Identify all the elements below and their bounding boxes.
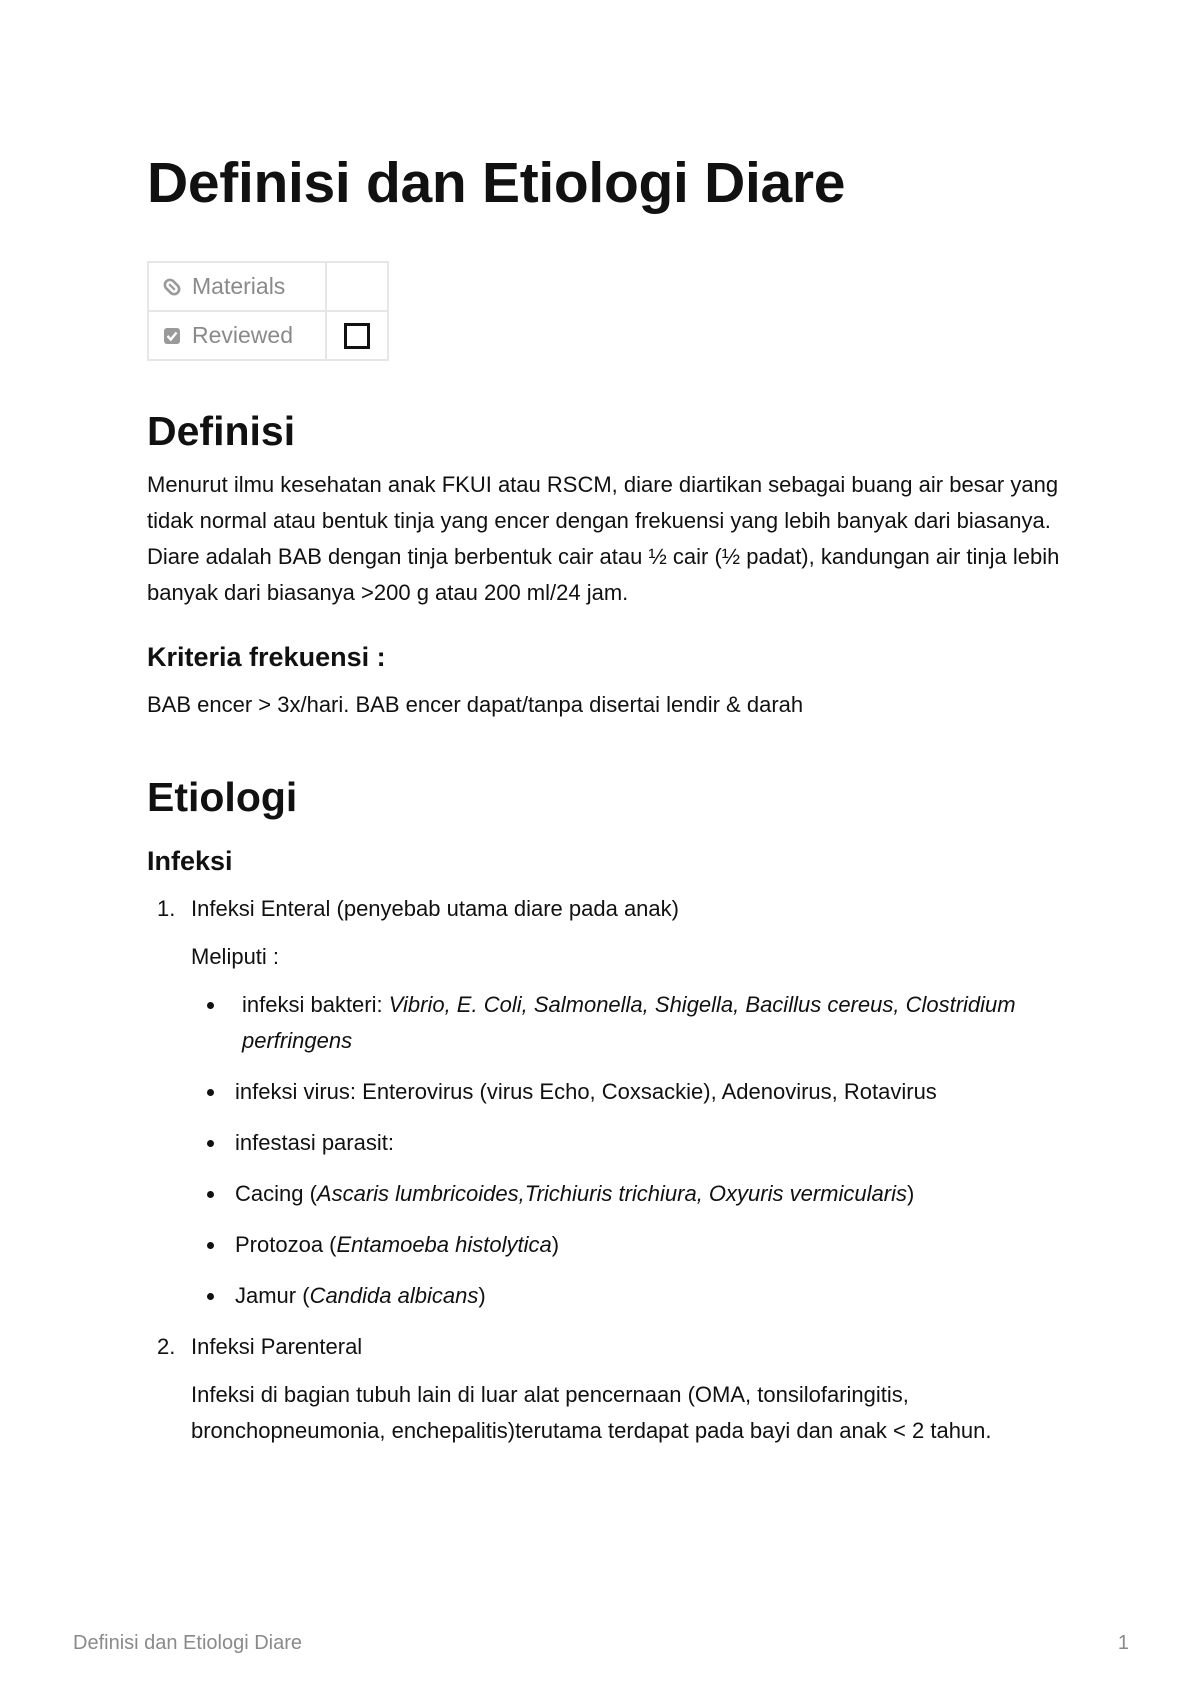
- list-number: 2.: [157, 1334, 176, 1359]
- bullet-italic: Vibrio, E. Coli, Salmonella, Shigella, Bacillus cereus, Clostridium perfringens: [242, 992, 1016, 1053]
- bullet-icon: [207, 1242, 214, 1249]
- list-item-description: Infeksi di bagian tubuh lain di luar alat pencernaan (OMA, tonsilofaringitis, bronchopneumonia, enchepalitis)terutama terdapat pada bayi dan anak < 2 tahun.: [191, 1382, 992, 1443]
- bullet-text: Protozoa (: [235, 1232, 337, 1257]
- property-label-reviewed: Reviewed: [192, 322, 293, 348]
- bullet-icon: [207, 1140, 214, 1147]
- bullet-text: Cacing (: [235, 1181, 317, 1206]
- page-title: Definisi dan Etiologi Diare: [147, 151, 846, 215]
- checkbox-icon: [161, 325, 183, 347]
- bullet-text: infeksi virus: Enterovirus (virus Echo, Coxsackie), Adenovirus, Rotavirus: [235, 1079, 937, 1104]
- subheading-infeksi: Infeksi: [147, 846, 233, 876]
- property-label-materials: Materials: [192, 273, 286, 299]
- document-page: [147, 150, 1077, 1449]
- section-heading-definisi: Definisi: [147, 408, 296, 454]
- list-item: [191, 1125, 1077, 1161]
- etiologi-numbered-list: [147, 891, 1077, 1449]
- list-item: [191, 1176, 1077, 1212]
- list-item: [191, 1227, 1077, 1263]
- bullet-icon: [207, 1002, 214, 1009]
- bullet-text: infeksi bakteri:: [242, 992, 389, 1017]
- list-item-subtext: Meliputi :: [191, 944, 280, 969]
- list-item-label: Infeksi Enteral (penyebab utama diare pada anak): [191, 896, 679, 921]
- list-item: [191, 1278, 1077, 1314]
- property-value-materials[interactable]: [326, 262, 388, 311]
- list-item-label: Infeksi Parenteral: [191, 1334, 363, 1359]
- bullet-icon: [207, 1293, 214, 1300]
- property-key-materials: [148, 262, 326, 311]
- bullet-text: infestasi parasit:: [235, 1130, 394, 1155]
- list-item-infeksi-enteral: [147, 891, 1077, 1314]
- property-value-reviewed: [326, 311, 388, 360]
- list-item: [191, 1074, 1077, 1110]
- list-number: 1.: [157, 896, 176, 921]
- property-key-reviewed: [148, 311, 326, 360]
- bullet-suffix: ): [551, 1232, 560, 1257]
- bullet-suffix: ): [478, 1283, 486, 1308]
- property-row-reviewed: [148, 311, 388, 360]
- kriteria-text: BAB encer > 3x/hari. BAB encer dapat/tanpa disertai lendir & darah: [147, 692, 804, 717]
- page-number: 1: [1117, 1632, 1129, 1654]
- footer-title: Definisi dan Etiologi Diare: [73, 1632, 303, 1654]
- property-row-materials: [148, 262, 388, 311]
- bullet-list: [191, 987, 1077, 1314]
- bullet-italic: Entamoeba histolytica: [336, 1232, 552, 1257]
- bullet-italic: Ascaris lumbricoides,Trichiuris trichiura, Oxyuris vermicularis: [316, 1181, 907, 1206]
- bullet-text: Jamur (: [235, 1283, 310, 1308]
- bullet-italic: Candida albicans: [309, 1283, 479, 1308]
- subheading-kriteria: Kriteria frekuensi :: [147, 642, 386, 672]
- bullet-icon: [207, 1191, 214, 1198]
- list-item: [191, 987, 1077, 1059]
- definisi-paragraph-2: Diare adalah BAB dengan tinja berbentuk cair atau ½ cair (½ padat), kandungan air tinja lebih banyak dari biasanya >200 g atau 200 ml/24 jam.: [147, 544, 1060, 605]
- list-item-infeksi-parenteral: [147, 1329, 1077, 1449]
- definisi-paragraph-1: Menurut ilmu kesehatan anak FKUI atau RSCM, diare diartikan sebagai buang air besar yang tidak normal atau bentuk tinja yang encer dengan frekuensi yang lebih banyak dari biasanya.: [147, 472, 1059, 533]
- bullet-suffix: ): [906, 1181, 915, 1206]
- bullet-icon: [207, 1089, 214, 1096]
- paperclip-icon: [161, 276, 183, 298]
- properties-table: [147, 261, 389, 361]
- section-heading-etiologi: Etiologi: [147, 774, 298, 820]
- reviewed-checkbox[interactable]: [344, 323, 370, 349]
